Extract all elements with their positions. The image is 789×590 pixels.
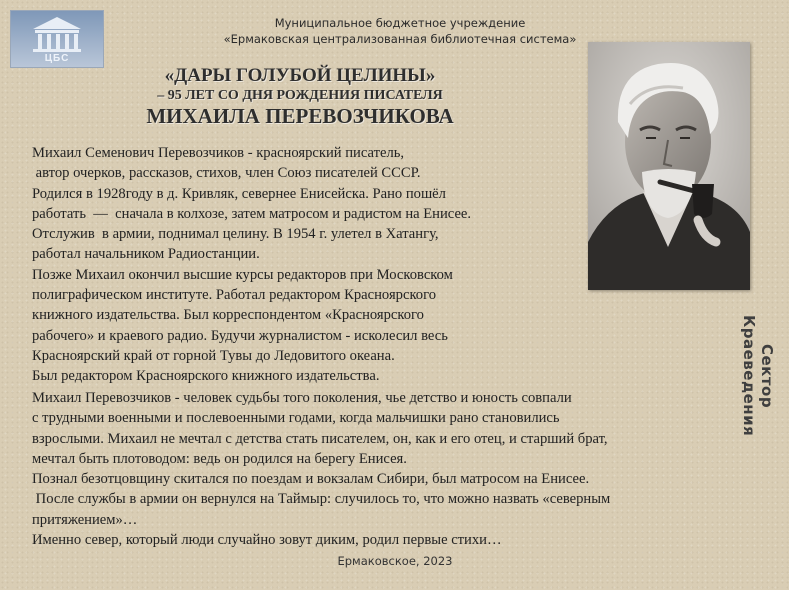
title-line-2: – 95 ЛЕТ СО ДНЯ РОЖДЕНИЯ ПИСАТЕЛЯ — [157, 88, 443, 103]
biography-paragraph-1: Михаил Семенович Перевозчиков - красноярский писатель, автор очерков, рассказов, стихов, член Союз писателей СССР. Родился в 1928году в д. Кривляк, севернее Енисейска. Рано пошёл работать — сначала в колхозе, затем матросом и радистом на Енисее. Отслужив в армии, поднимал целину. В 1954 г. улетел в Хатангу, работал начальником Радиостанции. Позже Михаил окончил высшие курсы редакторов при Московском полиграфическом институте. Работал редактором Красноярского книжного издательства. Был корреспондентом «Красноярского рабочего» и краевого радио. Будучи журналистом - исколесил весь Красноярский край от горной Тувы до Ледовитого океана. Был редактором Красноярского книжного издательства. — [32, 145, 472, 385]
library-logo — [10, 10, 104, 68]
side-label: Сектор Краеведения — [740, 315, 776, 437]
writer-portrait-icon — [588, 42, 750, 290]
title-line-1: «ДАРЫ ГОЛУБОЙ ЦЕЛИНЫ» — [164, 65, 436, 86]
logo-text: ЦБС — [44, 53, 70, 64]
organization-header — [150, 15, 650, 47]
writer-photo — [588, 42, 750, 290]
footer-place-year: Ермаковское, 2023 — [337, 554, 453, 568]
organization-line-2: «Ермаковская централизованная библиотечная система» — [223, 32, 577, 46]
organization-line-1: Муниципальное бюджетное учреждение — [274, 16, 526, 30]
title-line-3: МИХАИЛА ПЕРЕВОЗЧИКОВА — [146, 104, 454, 128]
page-title — [40, 64, 560, 128]
biography-paragraph-2: Михаил Перевозчиков - человек судьбы того поколения, чье детство и юность совпали с трудными военными и послевоенными годами, когда мальчишки рано становились взрослыми. Михаил не мечтал с детства стать писателем, он, как и его отец, и старший брат, мечтал быть плотоводом: ведь он родился на берегу Енисея. Познал безотцовщину скитался по поездам и вокзалам Сибири, был матросом на Енисее. После службы в армии он вернулся на Таймыр: случилось то, что можно назвать «северным притяжением»… Именно север, который люди случайно зовут диким, родил первые стихи… — [32, 390, 611, 549]
